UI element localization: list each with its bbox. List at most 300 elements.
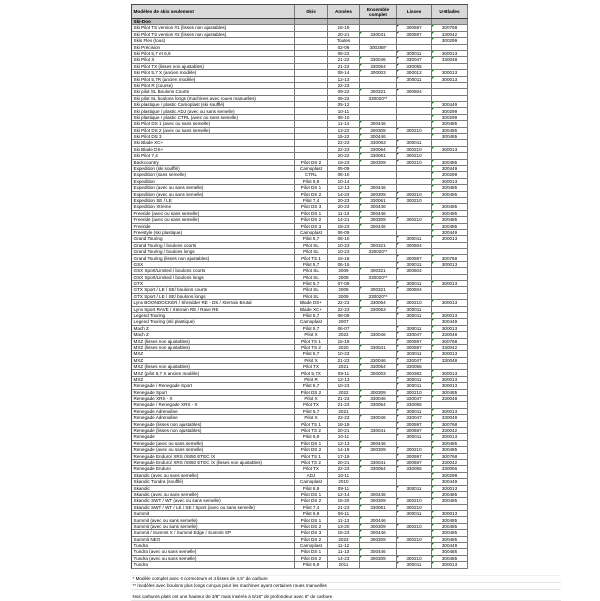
- cell-text: 20-23: [337, 204, 350, 210]
- cell-model: [132, 460, 295, 465]
- cell-complete: [360, 224, 397, 229]
- number-stored-as-text-triangle-icon: [432, 236, 434, 238]
- cell-text: Pilot TS 1: [301, 338, 321, 344]
- cell-text: Ski Blade XC+: [133, 140, 164, 146]
- cell-text: Renegade XRS - X: [133, 396, 173, 402]
- cell-ski: [295, 326, 328, 331]
- cell-text: Expedition (avec ou sans semelle): [133, 191, 204, 197]
- cell-ublades: [432, 294, 468, 299]
- cell-text: 300210: [406, 389, 422, 395]
- cell-complete: [360, 128, 397, 133]
- cell-model: [132, 466, 295, 471]
- cell-text: Camoplast: [300, 319, 322, 325]
- number-stored-as-text-triangle-icon: [360, 530, 362, 532]
- table-body: [132, 19, 468, 569]
- number-stored-as-text-triangle-icon: [432, 390, 434, 392]
- cell-ublades: [432, 345, 468, 350]
- cell-years: [328, 326, 360, 331]
- cell-text: 300309: [370, 447, 386, 453]
- cell-text: 22-23: [337, 82, 350, 88]
- cell-ublades: [432, 25, 468, 30]
- number-stored-as-text-triangle-icon: [397, 77, 399, 79]
- cell-years: [328, 70, 360, 75]
- number-stored-as-text-triangle-icon: [397, 466, 399, 468]
- cell-text: Pilot X: [304, 357, 318, 363]
- cell-years: [328, 115, 360, 120]
- cell-text: Pilot TX: [303, 364, 319, 370]
- number-stored-as-text-triangle-icon: [432, 217, 434, 219]
- cell-model: [132, 364, 295, 369]
- number-stored-as-text-triangle-icon: [432, 51, 434, 53]
- cell-text: 19-23: [337, 159, 350, 165]
- cell-text: 300011: [406, 140, 422, 146]
- column-header: Modèles de skis seulement: [132, 5, 295, 18]
- number-stored-as-text-triangle-icon: [360, 64, 362, 66]
- cell-text: Backcountry: [133, 159, 159, 165]
- cell-text: 300504: [406, 268, 422, 274]
- number-stored-as-text-triangle-icon: [360, 192, 362, 194]
- cell-years: [328, 198, 360, 203]
- number-stored-as-text-triangle-icon: [397, 32, 399, 34]
- cell-ublades: [432, 537, 468, 542]
- cell-ski: [295, 479, 328, 484]
- cell-years: [328, 140, 360, 145]
- cell-text: 07-09: [337, 281, 350, 287]
- cell-lisses: [397, 345, 432, 350]
- cell-text: 300485: [441, 440, 458, 446]
- cell-text: Pilot DS 1: [300, 491, 322, 497]
- cell-ski: [295, 83, 328, 88]
- cell-complete: [360, 204, 397, 209]
- cell-text: 300011: [406, 325, 422, 331]
- cell-text: Ski plastique / plastic ADJ (avec ou sans semelle): [133, 108, 235, 114]
- cell-text: 300210: [406, 153, 422, 159]
- number-stored-as-text-triangle-icon: [432, 498, 434, 500]
- cell-text: 12-13: [337, 440, 350, 446]
- cell-text: Pilot SL: [303, 287, 319, 293]
- cell-ublades: [432, 166, 468, 171]
- cell-text: 2023: [338, 536, 349, 542]
- cell-text: Ski Pilot DS 1 (avec ou sans semelle): [133, 121, 211, 127]
- number-stored-as-text-triangle-icon: [432, 211, 434, 213]
- number-stored-as-text-triangle-icon: [360, 460, 362, 462]
- cell-text: CTRL: [305, 172, 317, 178]
- cell-complete: [360, 140, 397, 145]
- cell-lisses: [397, 556, 432, 561]
- cell-text: Pilot DS 2: [300, 498, 322, 504]
- cell-text: Renegade (avec ou sans semelle): [133, 440, 204, 446]
- table-row: [132, 562, 468, 568]
- number-stored-as-text-triangle-icon: [432, 422, 434, 424]
- cell-text: Pilot DS 1: [300, 210, 322, 216]
- cell-complete: [360, 434, 397, 439]
- number-stored-as-text-triangle-icon: [432, 441, 434, 443]
- number-stored-as-text-triangle-icon: [432, 25, 434, 27]
- cell-model: [132, 172, 295, 177]
- cell-complete: [360, 326, 397, 331]
- cell-text: 22-23: [337, 146, 350, 152]
- cell-text: 300597: [406, 25, 422, 31]
- footnotes-area: [131, 569, 561, 601]
- cell-ski: [295, 38, 328, 43]
- number-stored-as-text-triangle-icon: [397, 236, 399, 238]
- cell-text: GTX Sport / LE / SE/ boulons longs: [133, 293, 206, 299]
- cell-ski: [295, 549, 328, 554]
- cell-text: 13-20: [337, 523, 350, 529]
- cell-years: [328, 57, 360, 62]
- cell-text: 300210: [406, 523, 422, 529]
- cell-ski: [295, 45, 328, 50]
- cell-complete: [360, 300, 397, 305]
- cell-model: [132, 153, 295, 158]
- cell-model: [132, 441, 295, 446]
- cell-ublades: [432, 415, 468, 420]
- cell-model: [132, 192, 295, 197]
- column-header: U-Blades: [432, 5, 468, 18]
- cell-model: [132, 121, 295, 126]
- number-stored-as-text-triangle-icon: [432, 530, 434, 532]
- cell-text: Pilot DS 3: [300, 204, 322, 210]
- number-stored-as-text-triangle-icon: [397, 486, 399, 488]
- number-stored-as-text-triangle-icon: [432, 537, 434, 539]
- cell-years: [328, 45, 360, 50]
- cell-text: Ski Blade DS+: [133, 146, 164, 152]
- cell-model: [132, 57, 295, 62]
- number-stored-as-text-triangle-icon: [360, 517, 362, 519]
- ski-compatibility-table: [131, 4, 468, 569]
- cell-complete: [360, 102, 397, 107]
- cell-text: 06-11: [337, 511, 350, 517]
- cell-text: Renegade Sport: [133, 389, 167, 395]
- cell-ski: [295, 492, 328, 497]
- cell-lisses: [397, 192, 432, 197]
- cell-text: 22-23: [337, 415, 350, 421]
- cell-complete: [360, 172, 397, 177]
- cell-text: 300485: [441, 523, 458, 529]
- cell-ublades: [432, 51, 468, 56]
- number-stored-as-text-triangle-icon: [432, 556, 434, 558]
- cell-lisses: [397, 287, 432, 292]
- cell-model: [132, 390, 295, 395]
- cell-years: [328, 243, 360, 248]
- cell-text: 16-19: [337, 25, 350, 31]
- cell-text: 300299: [441, 472, 458, 478]
- number-stored-as-text-triangle-icon: [432, 549, 434, 551]
- cell-ublades: [432, 192, 468, 197]
- cell-ublades: [432, 434, 468, 439]
- cell-text: Skandic: [133, 485, 150, 491]
- cell-ublades: [432, 339, 468, 344]
- number-stored-as-text-triangle-icon: [397, 345, 399, 347]
- number-stored-as-text-triangle-icon: [397, 562, 399, 564]
- cell-text: 300768: [441, 338, 458, 344]
- cell-text: 21-23: [337, 357, 350, 363]
- cell-text: 300309: [370, 191, 386, 197]
- number-stored-as-text-triangle-icon: [432, 32, 434, 34]
- cell-lisses: [397, 77, 432, 82]
- cell-years: [328, 537, 360, 542]
- cell-text: 300013: [441, 76, 458, 82]
- cell-model: [132, 511, 295, 516]
- cell-text: Renegade Adrenaline: [133, 408, 178, 414]
- cell-text: Pilot 6,9: [302, 511, 320, 517]
- cell-model: [132, 377, 295, 382]
- cell-lisses: [397, 447, 432, 452]
- number-stored-as-text-triangle-icon: [360, 358, 362, 360]
- number-stored-as-text-triangle-icon: [432, 543, 434, 545]
- cell-text: 300210: [406, 536, 422, 542]
- cell-lisses: [397, 185, 432, 190]
- cell-ublades: [432, 275, 468, 280]
- cell-lisses: [397, 249, 432, 254]
- cell-text: Renegade Enduro/ XRS /X850 ETEC /X (lisses non ajustables): [133, 460, 262, 465]
- cell-years: [328, 166, 360, 171]
- cell-text: 09-22: [337, 89, 350, 95]
- cell-text: 16-19: [337, 338, 350, 344]
- cell-ski: [295, 307, 328, 312]
- number-stored-as-text-triangle-icon: [397, 307, 399, 309]
- number-stored-as-text-triangle-icon: [432, 57, 434, 59]
- number-stored-as-text-triangle-icon: [432, 319, 434, 321]
- cell-lisses: [397, 319, 432, 324]
- cell-ublades: [432, 57, 468, 62]
- cell-text: 300485: [441, 223, 458, 229]
- cell-lisses: [397, 204, 432, 209]
- number-stored-as-text-triangle-icon: [432, 524, 434, 526]
- cell-text: Legend Touring (ski plastique): [133, 319, 195, 325]
- cell-lisses: [397, 511, 432, 516]
- cell-lisses: [397, 370, 432, 375]
- cell-text: GSX: [133, 261, 144, 267]
- number-stored-as-text-triangle-icon: [397, 415, 399, 417]
- number-stored-as-text-triangle-icon: [432, 326, 434, 328]
- cell-ublades: [432, 377, 468, 382]
- cell-complete: [360, 147, 397, 152]
- cell-ublades: [432, 364, 468, 369]
- cell-model: [132, 428, 295, 433]
- cell-years: [328, 287, 360, 292]
- cell-text: 300309: [370, 389, 386, 395]
- cell-years: [328, 319, 360, 324]
- cell-model: [132, 236, 295, 241]
- cell-text: 300011: [406, 383, 422, 389]
- cell-text: 16-18: [337, 255, 350, 261]
- number-stored-as-text-triangle-icon: [397, 89, 399, 91]
- cell-complete: [360, 460, 397, 465]
- cell-model: [132, 383, 295, 388]
- cell-text: Pilot TX: [303, 402, 319, 408]
- number-stored-as-text-triangle-icon: [397, 25, 399, 27]
- number-stored-as-text-triangle-icon: [360, 300, 362, 302]
- cell-ski: [295, 172, 328, 177]
- cell-text: 300011: [406, 376, 422, 382]
- cell-model: [132, 492, 295, 497]
- cell-text: Pilot DS 2: [300, 159, 322, 165]
- cell-model: [132, 479, 295, 484]
- cell-ublades: [432, 473, 468, 478]
- cell-model: [132, 486, 295, 491]
- cell-text: 300446: [370, 121, 386, 127]
- cell-ublades: [432, 262, 468, 267]
- cell-complete: [360, 383, 397, 388]
- cell-complete: [360, 543, 397, 548]
- cell-text: 330041: [370, 344, 386, 350]
- cell-text: 330046: [370, 357, 386, 363]
- cell-complete: [360, 505, 397, 510]
- cell-ski: [295, 249, 328, 254]
- cell-text: 300013: [441, 351, 458, 357]
- cell-model: [132, 287, 295, 292]
- number-stored-as-text-triangle-icon: [360, 396, 362, 398]
- cell-text: 330041: [370, 460, 386, 465]
- cell-text: 300485: [441, 127, 458, 133]
- cell-ublades: [432, 204, 468, 209]
- cell-text: 300011: [406, 306, 422, 312]
- cell-years: [328, 102, 360, 107]
- cell-text: 11-14: [337, 121, 350, 127]
- cell-ublades: [432, 172, 468, 177]
- cell-lisses: [397, 89, 432, 94]
- cell-ski: [295, 32, 328, 37]
- cell-lisses: [397, 524, 432, 529]
- cell-ski: [295, 192, 328, 197]
- number-stored-as-text-triangle-icon: [432, 262, 434, 264]
- cell-ski: [295, 460, 328, 465]
- cell-ski: [295, 339, 328, 344]
- cell-text: Freeride: [133, 223, 151, 229]
- cell-ublades: [432, 153, 468, 158]
- cell-text: 300597: [406, 255, 422, 261]
- cell-ski: [295, 505, 328, 510]
- cell-text: 14-23: [337, 191, 350, 197]
- cell-lisses: [397, 83, 432, 88]
- cell-text: Pilot SL: [303, 293, 319, 299]
- cell-ublades: [432, 281, 468, 286]
- number-stored-as-text-triangle-icon: [432, 172, 434, 174]
- cell-ublades: [432, 454, 468, 459]
- cell-text: 300011: [406, 408, 422, 414]
- cell-complete: [360, 70, 397, 75]
- cell-text: 300011: [406, 51, 422, 56]
- cell-text: 300449: [441, 479, 458, 485]
- cell-text: Pilot SL: [303, 249, 319, 255]
- cell-lisses: [397, 473, 432, 478]
- cell-text: Pilot DS 1: [300, 440, 322, 446]
- number-stored-as-text-triangle-icon: [360, 549, 362, 551]
- cell-complete: [360, 390, 397, 395]
- cell-ublades: [432, 556, 468, 561]
- number-stored-as-text-triangle-icon: [360, 537, 362, 539]
- cell-model: [132, 396, 295, 401]
- number-stored-as-text-triangle-icon: [432, 332, 434, 334]
- cell-lisses: [397, 460, 432, 465]
- cell-model: [132, 211, 295, 216]
- cell-years: [328, 466, 360, 471]
- cell-model: [132, 115, 295, 120]
- cell-text: 11-13: [337, 517, 350, 523]
- cell-ublades: [432, 230, 468, 235]
- cell-text: Pilot DS 3: [300, 530, 322, 536]
- cell-text: 300597: [406, 428, 422, 434]
- number-stored-as-text-triangle-icon: [432, 473, 434, 475]
- footnote-1: * Modèle complet avec 4 correcteurs et 4 lisses de 4,5" de carbure: [131, 576, 561, 583]
- cell-years: [328, 249, 360, 254]
- cell-complete: [360, 153, 397, 158]
- cell-years: [328, 32, 360, 37]
- cell-text: 2009: [338, 287, 349, 293]
- cell-model: [132, 402, 295, 407]
- cell-model: [132, 230, 295, 235]
- cell-text: 300446: [370, 210, 386, 216]
- cell-ski: [295, 147, 328, 152]
- cell-text: Pilot TS 2: [301, 460, 321, 465]
- number-stored-as-text-triangle-icon: [432, 415, 434, 417]
- cell-years: [328, 498, 360, 503]
- cell-text: 300011: [406, 313, 422, 319]
- cell-ski: [295, 351, 328, 356]
- number-stored-as-text-triangle-icon: [360, 185, 362, 187]
- cell-text: 20-21: [337, 428, 350, 434]
- cell-text: 300288*: [369, 44, 387, 50]
- cell-text: Expedition (avec ou sans semelle): [133, 185, 204, 191]
- cell-model: [132, 351, 295, 356]
- cell-years: [328, 313, 360, 318]
- number-stored-as-text-triangle-icon: [360, 224, 362, 226]
- cell-text: Pilot 6,9: [302, 485, 320, 491]
- cell-ublades: [432, 134, 468, 139]
- number-stored-as-text-triangle-icon: [397, 396, 399, 398]
- cell-text: 300449: [441, 166, 458, 172]
- cell-ublades: [432, 19, 468, 24]
- cell-ublades: [432, 332, 468, 337]
- number-stored-as-text-triangle-icon: [432, 562, 434, 564]
- cell-text: 300299: [441, 172, 458, 178]
- cell-ski: [295, 396, 328, 401]
- number-stored-as-text-triangle-icon: [397, 454, 399, 456]
- cell-text: 21-23: [337, 396, 350, 402]
- cell-text: Pilot R: [304, 376, 318, 382]
- cell-model: [132, 275, 295, 280]
- cell-text: 300011: [406, 261, 422, 267]
- cell-years: [328, 530, 360, 535]
- cell-complete: [360, 185, 397, 190]
- cell-text: 15-23: [337, 530, 350, 536]
- cell-ublades: [432, 77, 468, 82]
- cell-text: 300597: [406, 31, 422, 37]
- cell-text: Pilot DS 1: [300, 549, 322, 555]
- number-stored-as-text-triangle-icon: [397, 434, 399, 436]
- cell-text: Renegade / Renegade XRS - X: [133, 402, 198, 408]
- number-stored-as-text-triangle-icon: [432, 166, 434, 168]
- number-stored-as-text-triangle-icon: [397, 556, 399, 558]
- number-stored-as-text-triangle-icon: [397, 505, 399, 507]
- cell-ublades: [432, 115, 468, 120]
- cell-text: Ski Pilot 5,7R (ancien modèle): [133, 76, 196, 82]
- cell-text: Ski pilot SL Boulons Courts: [133, 89, 189, 95]
- cell-model: [132, 307, 295, 312]
- cell-text: Skandic (avec ou sans semelle): [133, 491, 199, 497]
- cell-years: [328, 108, 360, 113]
- cell-text: Grand Touring (lisses non ajustables): [133, 255, 210, 261]
- cell-text: 300449: [441, 229, 458, 235]
- cell-years: [328, 562, 360, 567]
- cell-text: Pilot SL: [303, 242, 319, 248]
- cell-ublades: [432, 243, 468, 248]
- cell-ski: [295, 402, 328, 407]
- cell-lisses: [397, 19, 432, 24]
- cell-text: 300210: [406, 300, 422, 306]
- cell-text: 300210: [406, 146, 422, 152]
